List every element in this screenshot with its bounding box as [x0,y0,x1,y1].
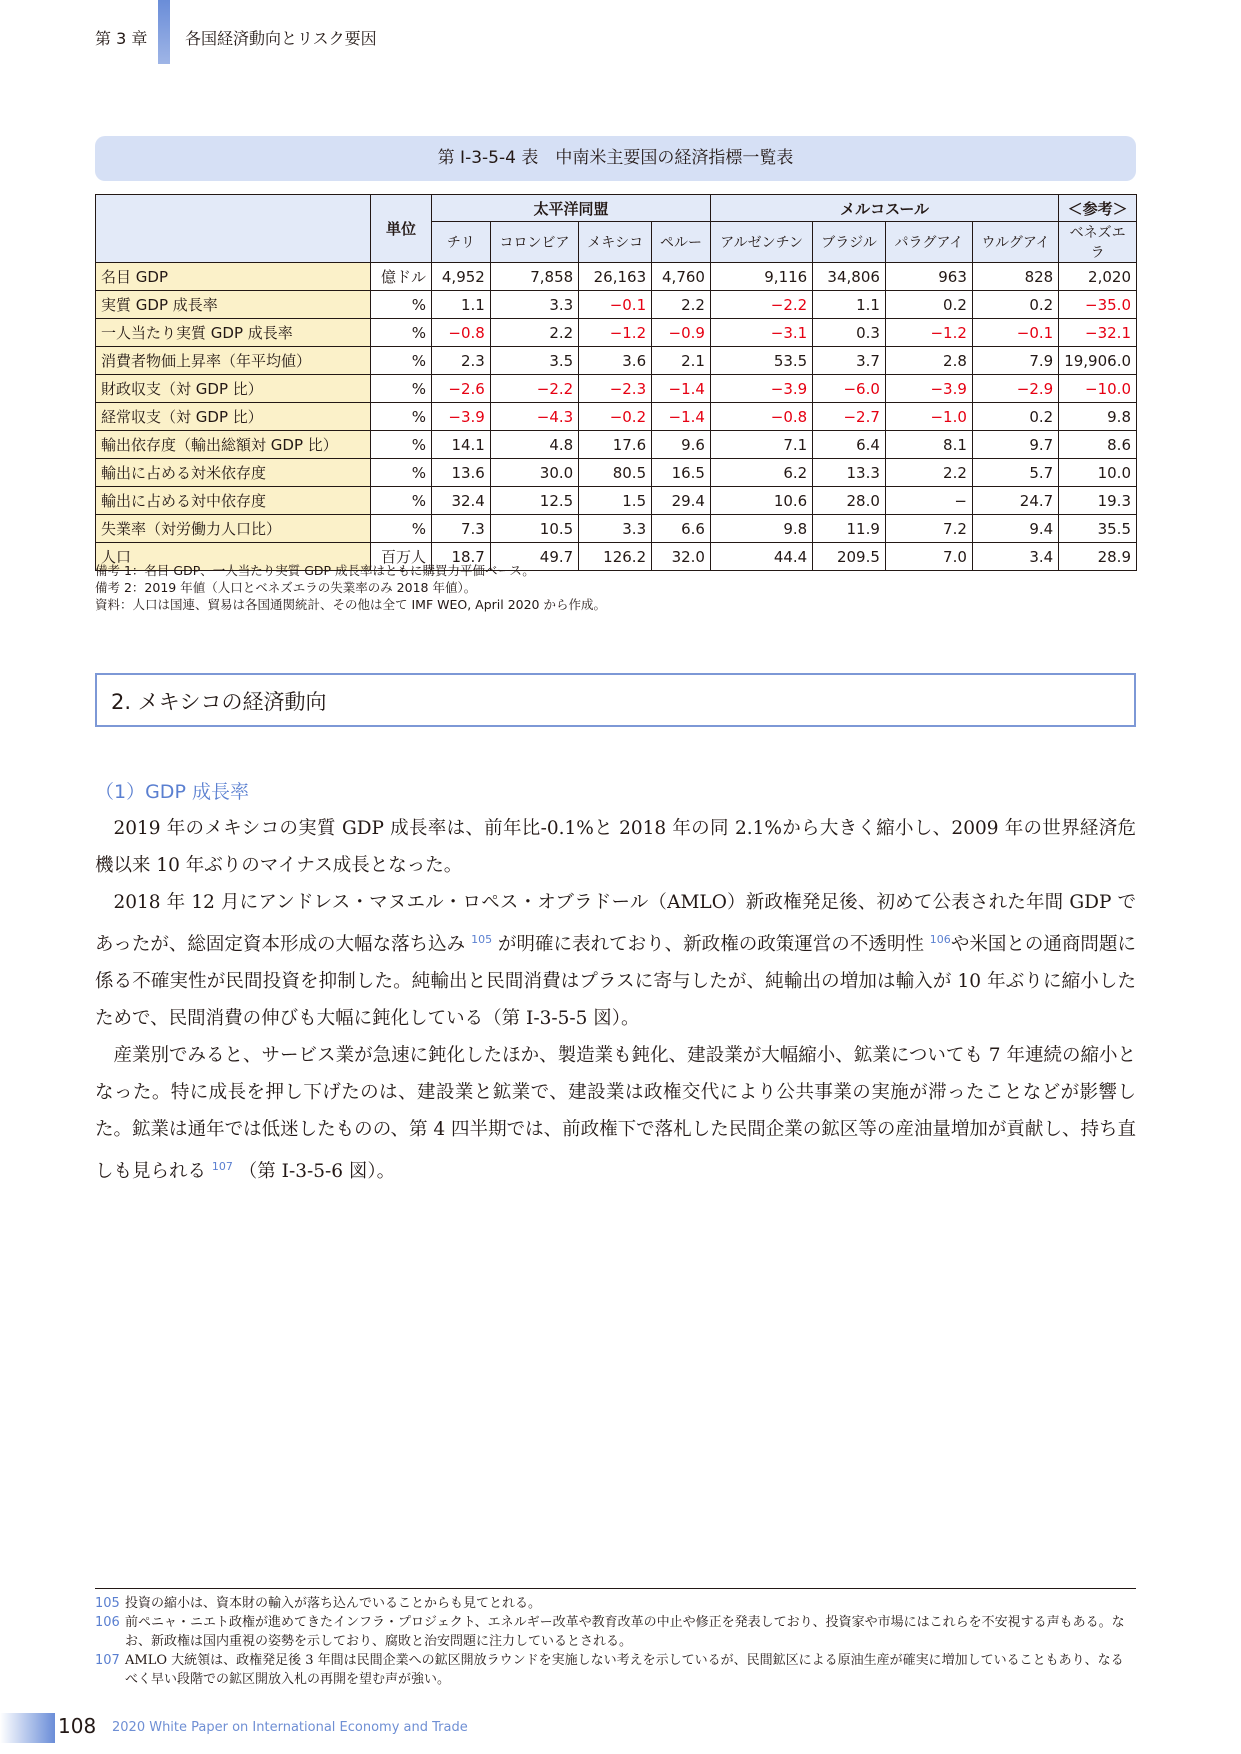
table-cell: −2.9 [972,375,1058,403]
table-cell: 53.5 [710,347,812,375]
table-row [96,291,1137,319]
table-cell: 80.5 [579,459,652,487]
table-row [96,319,1137,347]
country-header: ペルー [652,222,711,263]
table-cell: 1.5 [579,487,652,515]
table-cell: 24.7 [972,487,1058,515]
table-cell: 2.1 [652,347,711,375]
table-cell: −0.8 [710,403,812,431]
table-cell: 13.6 [432,459,491,487]
row-label: 財政収支（対 GDP 比） [96,375,371,403]
row-label: 名目 GDP [96,263,371,291]
table-corner [96,195,371,263]
footnotes [95,1594,1136,1689]
table-cell: 8.6 [1059,431,1137,459]
table-cell: 6.2 [710,459,812,487]
row-unit: % [371,375,432,403]
table-cell: −3.1 [710,319,812,347]
row-label: 輸出に占める対中依存度 [96,487,371,515]
group-header-pacific-alliance: 太平洋同盟 [432,195,711,222]
paragraph-text: 2018 年 12 月にアンドレス・マヌエル・ロペス・オブラドール（AMLO）新政権発足後、初めて公表された年間 GDP であったが、総固定資本形成の大幅な落ち込み [95,892,1136,956]
table-cell: −1.4 [652,403,711,431]
footnote-ref[interactable]: 106 [929,933,951,946]
country-header: アルゼンチン [710,222,812,263]
table-cell: −1.0 [885,403,972,431]
table-cell: 6.4 [813,431,886,459]
table-cell: 14.1 [432,431,491,459]
paragraph-text: 2019 年のメキシコの実質 GDP 成長率は、前年比-0.1%と 2018 年の同 2.1%から大きく縮小し、2009 年の世界経済危機以来 10 年ぶりのマイナス成長となった。 [95,818,1136,876]
footnote-text: 前ペニャ・ニエト政権が進めてきたインフラ・プロジェクト、エネルギー改革や教育改革の中止や修正を発表しており、投資家や市場にはこれらを不安視する声もある。なお、新政権は国内重視の姿勢を示しており、腐敗と治安問題に注力しているとされる。 [125,1615,1125,1649]
footnote [95,1613,1136,1651]
footnote-divider [95,1588,1136,1589]
table-cell: 19,906.0 [1059,347,1137,375]
table-title: 第 I-3-5-4 表 中南米主要国の経済指標一覧表 [95,136,1136,181]
table-cell: 17.6 [579,431,652,459]
row-label: 経常収支（対 GDP 比） [96,403,371,431]
paragraph [95,884,1136,1037]
table-cell: −1.2 [885,319,972,347]
footnote-number: 107 [95,1653,120,1668]
table-cell: 1.1 [432,291,491,319]
table-cell: 963 [885,263,972,291]
table-row [96,375,1137,403]
table-cell: 2.8 [885,347,972,375]
paragraph [95,1037,1136,1190]
table-row [96,347,1137,375]
row-unit: % [371,487,432,515]
country-header: メキシコ [579,222,652,263]
table-cell: 44.4 [710,543,812,571]
country-header: チリ [432,222,491,263]
table-note: 備考 1：名目 GDP、一人当たり実質 GDP 成長率はともに購買力平価ベース。 [95,563,535,578]
table-cell: 9.7 [972,431,1058,459]
table-cell: −10.0 [1059,375,1137,403]
table-cell: 5.7 [972,459,1058,487]
chapter-title: 各国経済動向とリスク要因 [185,29,377,48]
country-header: ウルグアイ [972,222,1058,263]
table-cell: 10.5 [490,515,578,543]
table-cell: 28.0 [813,487,886,515]
row-label: 輸出に占める対米依存度 [96,459,371,487]
table-cell: −3.9 [885,375,972,403]
table-cell: 12.5 [490,487,578,515]
table-cell: −2.7 [813,403,886,431]
paragraph-text: 産業別でみると、サービス業が急速に鈍化したほか、製造業も鈍化、建設業が大幅縮小、鉱業についても 7 年連続の縮小となった。特に成長を押し下げたのは、建設業と鉱業で、建設業は政権交代により公共事業の実施が滞ったことなどが影響した。鉱業は通年では低迷したものの、第 4 四半期では、前政権下で落札した民間企業の鉱区等の産油量増加が貢献し、持ち直しも見られる [95,1045,1136,1183]
table-cell: 0.3 [813,319,886,347]
group-header-mercosur: メルコスール [710,195,1058,222]
row-unit: % [371,291,432,319]
table-cell: −4.3 [490,403,578,431]
paragraph-text: （第 I-3-5-6 図）。 [238,1161,396,1183]
table-cell: 0.2 [972,291,1058,319]
table-cell: 126.2 [579,543,652,571]
table-cell: 10.6 [710,487,812,515]
row-label: 一人当たり実質 GDP 成長率 [96,319,371,347]
table-cell: 26,163 [579,263,652,291]
table-cell: 0.2 [885,291,972,319]
chapter-label: 第 3 章 [95,29,148,48]
table-cell: −2.3 [579,375,652,403]
table-cell: 4,952 [432,263,491,291]
footnote-text: 投資の縮小は、資本財の輸入が落ち込んでいることからも見てとれる。 [125,1596,542,1611]
table-cell: 3.7 [813,347,886,375]
subsection-heading: （1）GDP 成長率 [95,781,249,803]
row-label: 実質 GDP 成長率 [96,291,371,319]
table-cell: −0.9 [652,319,711,347]
table-cell: 28.9 [1059,543,1137,571]
table-cell: 7.3 [432,515,491,543]
group-header-reference: ＜参考＞ [1059,195,1137,222]
table-cell: 9.8 [1059,403,1137,431]
paragraph [95,810,1136,884]
table-cell: −0.1 [579,291,652,319]
footnote-ref[interactable]: 105 [471,933,493,946]
table-cell: 7.2 [885,515,972,543]
country-header: コロンビア [490,222,578,263]
table-cell: 18.7 [432,543,491,571]
publication-title: 2020 White Paper on International Economy and Trade [112,1720,468,1735]
table-cell: −3.9 [432,403,491,431]
table-note: 資料：人口は国連、貿易は各国通関統計、その他は全て IMF WEO, April 2020 から作成。 [95,597,606,612]
table-cell: 2.2 [885,459,972,487]
table-cell: 3.5 [490,347,578,375]
row-unit: % [371,515,432,543]
row-unit: % [371,431,432,459]
page-number: 108 [58,1714,97,1738]
row-unit: % [371,459,432,487]
table-cell: 3.4 [972,543,1058,571]
table-cell: −0.8 [432,319,491,347]
table-cell: 19.3 [1059,487,1137,515]
table-cell: 2.2 [490,319,578,347]
row-label: 失業率（対労働力人口比） [96,515,371,543]
table-cell: 16.5 [652,459,711,487]
unit-header: 単位 [371,195,432,263]
table-cell: 0.2 [972,403,1058,431]
section-heading: 2. メキシコの経済動向 [95,673,1136,727]
header-accent-bar [158,0,170,64]
table-cell: 7.9 [972,347,1058,375]
table-cell: 2,020 [1059,263,1137,291]
table-cell: 2.3 [432,347,491,375]
table-cell: 7.0 [885,543,972,571]
footnote [95,1594,1136,1613]
table-cell: −32.1 [1059,319,1137,347]
table-cell: −3.9 [710,375,812,403]
table-row [96,487,1137,515]
table-cell: −2.2 [710,291,812,319]
table-body [96,263,1137,571]
table-cell: 34,806 [813,263,886,291]
footnote-number: 106 [95,1615,120,1630]
table-cell: 3.6 [579,347,652,375]
row-unit: % [371,319,432,347]
table-cell: −0.2 [579,403,652,431]
table-cell: 3.3 [490,291,578,319]
table-cell: 11.9 [813,515,886,543]
table-cell: 9.6 [652,431,711,459]
table-cell: −2.2 [490,375,578,403]
table-row [96,515,1137,543]
table-cell: 4,760 [652,263,711,291]
row-unit: 百万人 [371,543,432,571]
table-row [96,263,1137,291]
table-cell: 29.4 [652,487,711,515]
country-header: ブラジル [813,222,886,263]
row-unit: % [371,403,432,431]
table-cell: 3.3 [579,515,652,543]
row-unit: % [371,347,432,375]
body-text [95,810,1136,1190]
table-row [96,459,1137,487]
table-cell: −1.4 [652,375,711,403]
table-cell: 1.1 [813,291,886,319]
table-cell: 7,858 [490,263,578,291]
table-cell: −6.0 [813,375,886,403]
footnote [95,1651,1136,1689]
footnote-ref[interactable]: 107 [211,1160,233,1174]
economic-indicators-table [95,194,1137,571]
table-cell: 2.2 [652,291,711,319]
table-cell: 9.4 [972,515,1058,543]
row-unit: 億ドル [371,263,432,291]
table-cell: − [885,487,972,515]
table-cell: −35.0 [1059,291,1137,319]
table-cell: 13.3 [813,459,886,487]
country-header: ベネズエラ [1059,222,1137,263]
table-cell: 9,116 [710,263,812,291]
row-label: 消費者物価上昇率（年平均値） [96,347,371,375]
table-cell: 10.0 [1059,459,1137,487]
table-cell: −1.2 [579,319,652,347]
table-cell: 8.1 [885,431,972,459]
table-row [96,403,1137,431]
table-cell: 7.1 [710,431,812,459]
table-cell: 209.5 [813,543,886,571]
table-cell: 32.4 [432,487,491,515]
table-note: 備考 2：2019 年値（人口とベネズエラの失業率のみ 2018 年値）。 [95,580,477,595]
paragraph-text: が明確に表れており、新政権の政策運営の不透明性 [497,934,924,956]
table-row [96,431,1137,459]
table-cell: 9.8 [710,515,812,543]
page-header [0,0,1241,80]
table-cell: 6.6 [652,515,711,543]
paragraph-text: や米国との通商問題に係る不確実性が民間投資を抑制した。純輸出と民間消費はプラスに寄与したが、純輸出の増加は輸入が 10 年ぶりに縮小したためで、民間消費の伸びも大幅に鈍化している（第 I-3-5-5 図）。 [95,934,1136,1030]
footer-accent-bar [0,1713,55,1743]
table-cell: 32.0 [652,543,711,571]
row-label: 人口 [96,543,371,571]
country-header: パラグアイ [885,222,972,263]
table-cell: 30.0 [490,459,578,487]
table-cell: −0.1 [972,319,1058,347]
footnote-text: AMLO 大統領は、政権発足後 3 年間は民間企業への鉱区開放ラウンドを実施しない考えを示しているが、民間鉱区による原油生産が確実に増加していることもあり、なるべく早い段階での鉱区開放入札の再開を望む声が強い。 [125,1653,1124,1687]
table-cell: 49.7 [490,543,578,571]
table-notes [95,562,606,613]
table-cell: 35.5 [1059,515,1137,543]
table-cell: 4.8 [490,431,578,459]
table-cell: 828 [972,263,1058,291]
table-cell: −2.6 [432,375,491,403]
row-label: 輸出依存度（輸出総額対 GDP 比） [96,431,371,459]
footnote-number: 105 [95,1596,120,1611]
